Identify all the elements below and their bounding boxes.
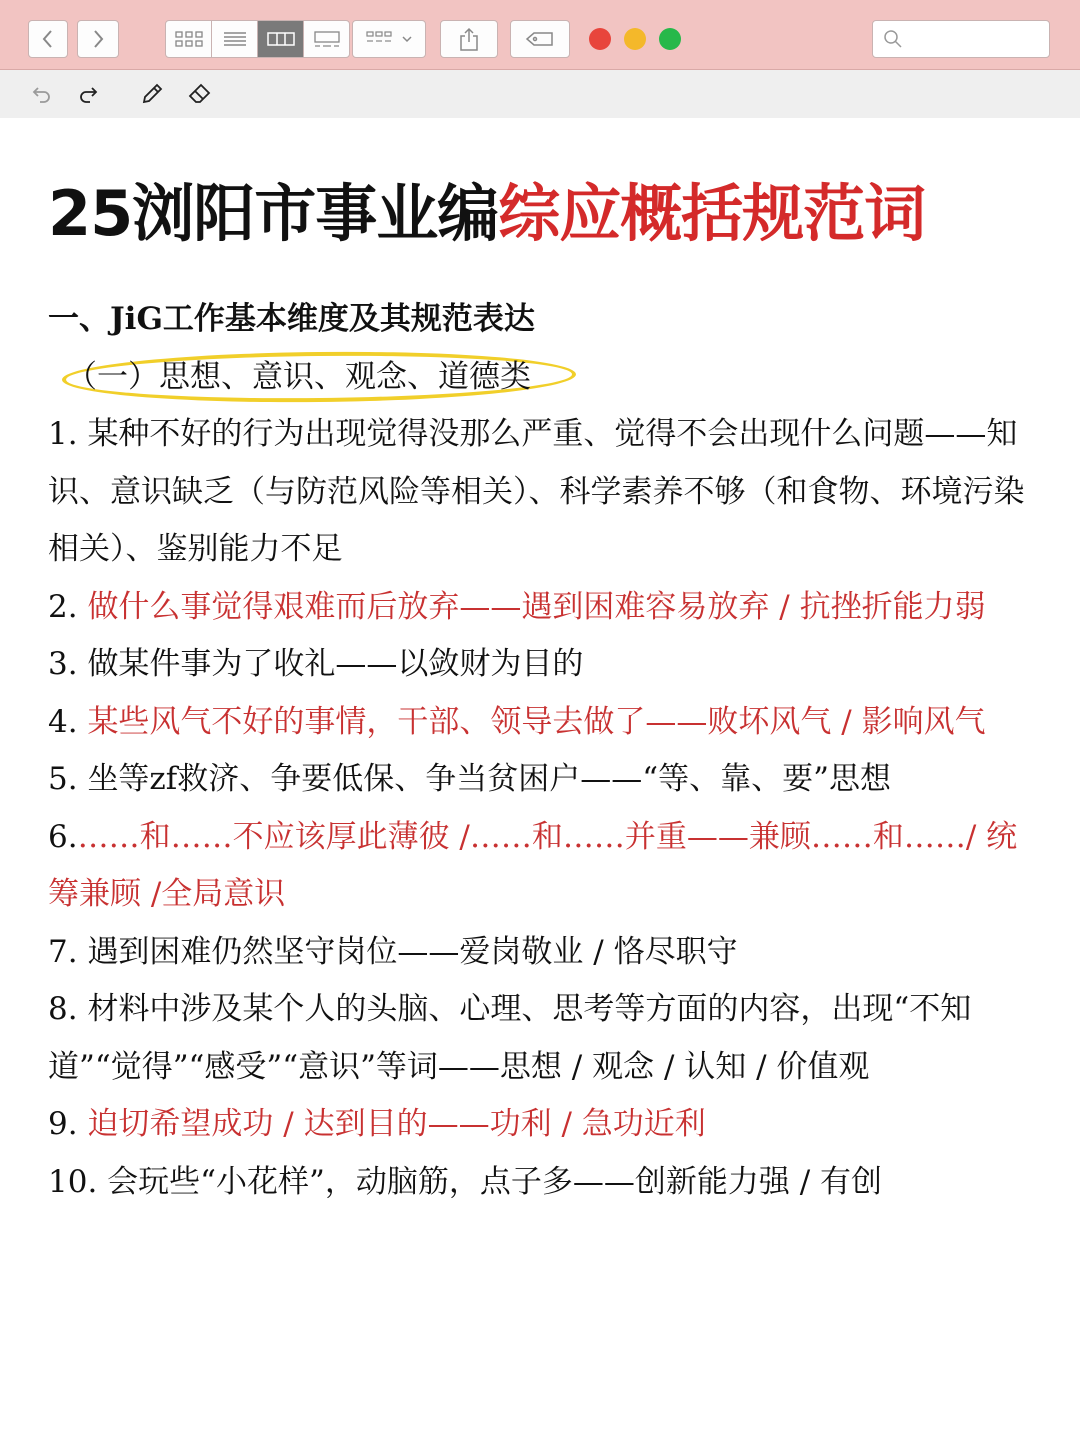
title-black-part: 25浏阳市事业编 — [48, 177, 499, 250]
search-input[interactable] — [872, 20, 1050, 58]
list-item: 2. 做什么事觉得艰难而后放弃——遇到困难容易放弃 / 抗挫折能力弱 — [48, 588, 986, 625]
list-item: 4. 某些风气不好的事情，干部、领导去做了——败坏风气 / 影响风气 — [48, 703, 986, 740]
back-icon — [41, 29, 55, 49]
maximize-window-button[interactable] — [659, 28, 681, 50]
forward-button[interactable] — [77, 20, 119, 58]
redo-icon — [76, 82, 100, 106]
redo-button[interactable] — [74, 80, 102, 108]
page-title — [48, 150, 1038, 278]
list-item: 8. 材料中涉及某个人的头脑、心理、思考等方面的内容，出现“不知道”“觉得”“感受”“意识”等词——思想 / 观念 / 认知 / 价值观 — [48, 991, 972, 1085]
group-button[interactable] — [352, 20, 426, 58]
icon-view-icon — [174, 29, 204, 49]
forward-icon — [91, 29, 105, 49]
view-mode-segmented-control — [165, 20, 350, 58]
group-icon — [361, 29, 417, 49]
pencil-button[interactable] — [138, 80, 166, 108]
share-button[interactable] — [440, 20, 498, 58]
list-item: 1. 某种不好的行为出现觉得没那么严重、觉得不会出现什么问题——知识、意识缺乏（与防范风险等相关）、科学素养不够（和食物、环境污染相关）、鉴别能力不足 — [48, 416, 1025, 567]
list-item: 10. 会玩些“小花样”，动脑筋，点子多——创新能力强 / 有创 — [48, 1163, 883, 1200]
list-item: 3. 做某件事为了收礼——以敛财为目的 — [48, 646, 584, 682]
undo-button[interactable] — [28, 80, 56, 108]
list-item: 7. 遇到困难仍然坚守岗位——爱岗敬业 / 恪尽职守 — [48, 933, 738, 970]
note-content — [48, 150, 1038, 1211]
back-button[interactable] — [28, 20, 68, 58]
list-view-button[interactable] — [212, 21, 258, 57]
tag-button[interactable] — [510, 20, 570, 58]
minimize-window-button[interactable] — [624, 28, 646, 50]
subsection-heading-block — [48, 348, 1038, 406]
icon-view-button[interactable] — [166, 21, 212, 57]
list-view-icon — [221, 29, 249, 49]
subsection-heading: （一）思想、意识、观念、道德类 — [66, 359, 531, 395]
list-item: 5. 坐等zf救济、争要低保、争当贫困户——“等、靠、要”思想 — [48, 761, 891, 797]
gallery-view-button[interactable] — [304, 21, 349, 57]
gallery-view-icon — [312, 29, 342, 49]
section-heading: 一、JiG工作基本维度及其规范表达 — [48, 301, 535, 337]
eraser-button[interactable] — [186, 80, 214, 108]
column-view-button[interactable] — [258, 21, 304, 57]
column-view-icon — [266, 29, 296, 49]
close-window-button[interactable] — [589, 28, 611, 50]
pencil-icon — [139, 81, 165, 107]
list-item: 6.……和……不应该厚此薄彼 /……和……并重——兼顾……和……/ 统筹兼顾 /全局意识 — [48, 818, 1018, 912]
eraser-icon — [187, 81, 213, 107]
window-toolbar — [0, 0, 1080, 70]
tag-icon — [524, 29, 556, 49]
title-red-part: 综应概括规范词 — [498, 177, 926, 250]
share-icon — [457, 26, 481, 52]
undo-icon — [30, 82, 54, 106]
list-item: 9. 迫切希望成功 / 达到目的——功利 / 急功近利 — [48, 1106, 706, 1142]
search-icon — [881, 27, 905, 51]
